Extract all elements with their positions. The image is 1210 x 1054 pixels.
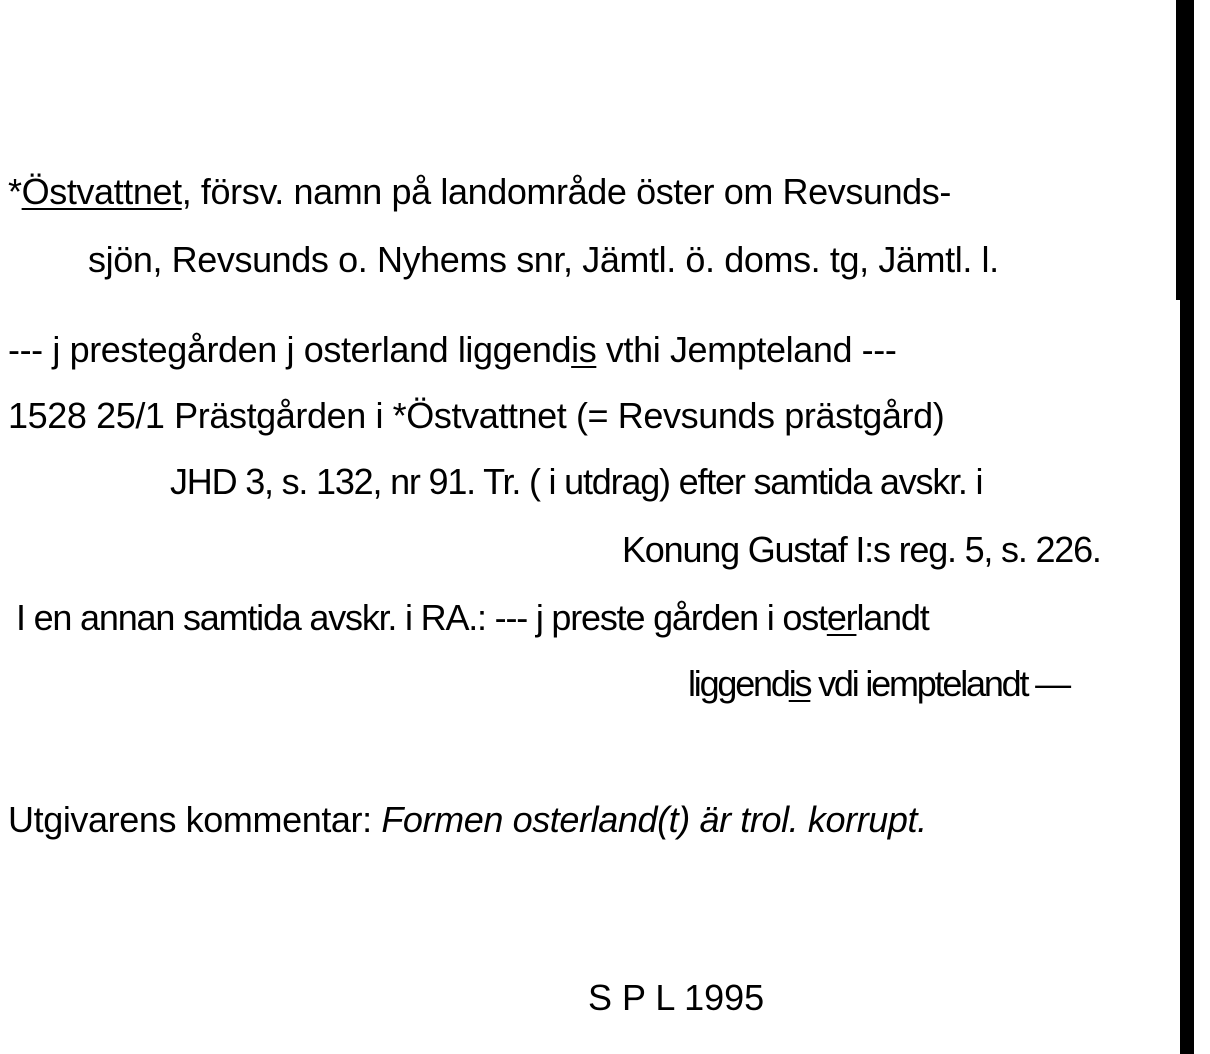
entry-line-1 <box>8 172 951 212</box>
quote-2-underlined: er <box>826 597 857 638</box>
editor-comment-label: Utgivarens kommentar: <box>8 799 382 840</box>
editor-comment-text: Formen osterland(t) är trol. korrupt. <box>381 799 927 840</box>
quote-2-line-2-text: liggend <box>688 663 789 704</box>
source-line-2: JHD 3, s. 132, nr 91. Tr. ( i utdrag) efter samtida avskr. i <box>170 461 983 502</box>
page-edge-line <box>1180 0 1194 1054</box>
quote-2-text-end: landt <box>856 597 929 638</box>
quote-1 <box>8 330 896 370</box>
source-line-3: Konung Gustaf I:s reg. 5, s. 226. <box>622 529 1101 570</box>
quote-2-line-2 <box>688 664 1069 704</box>
quote-2-line-2-underlined: is <box>788 663 811 704</box>
entry-line-2: sjön, Revsunds o. Nyhems snr, Jämtl. ö. doms. tg, Jämtl. l. <box>88 239 999 280</box>
quote-2-line-2-text-end: vdi iemptelandt — <box>810 663 1069 704</box>
entry-headword: Östvattnet <box>21 171 182 212</box>
entry-asterisk: * <box>8 171 22 212</box>
quote-1-text: --- j prestegården j osterland liggend <box>8 329 572 370</box>
quote-1-underlined: is <box>571 329 597 370</box>
quote-2-text: I en annan samtida avskr. i RA.: --- j preste gården i ost <box>16 597 827 638</box>
signature: S P L 1995 <box>588 977 765 1018</box>
source-line-1: 1528 25/1 Prästgården i *Östvattnet (= Revsunds prästgård) <box>8 395 945 436</box>
entry-definition: , försv. namn på landområde öster om Revsunds- <box>181 171 951 212</box>
quote-1-text-end: vthi Jempteland --- <box>596 329 897 370</box>
editor-comment <box>8 800 927 840</box>
quote-2-line-1 <box>16 598 929 638</box>
